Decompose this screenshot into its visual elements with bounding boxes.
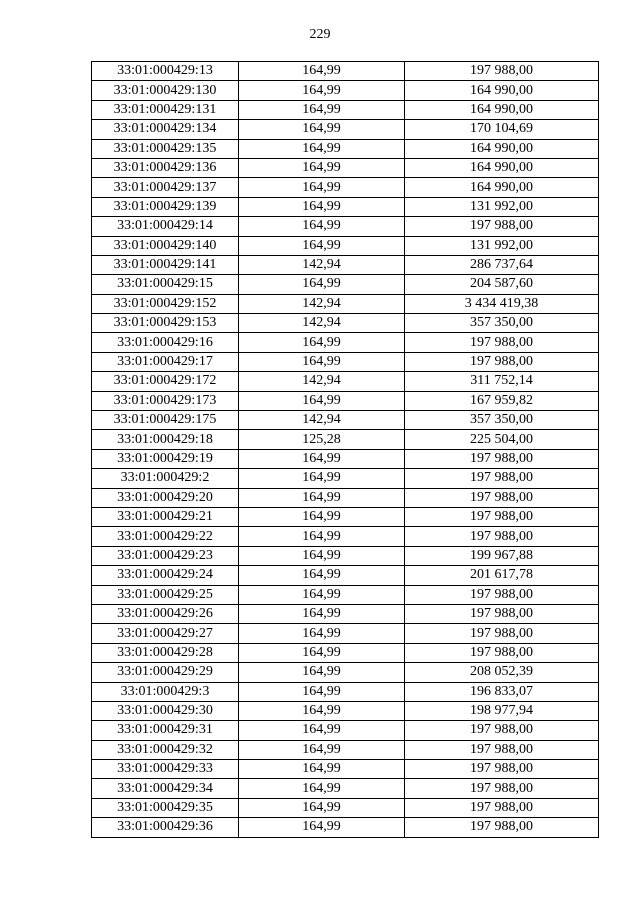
area-cell: 164,99 [239, 62, 405, 81]
table-row [92, 818, 599, 837]
value-cell: 197 988,00 [405, 449, 599, 468]
table-row [92, 430, 599, 449]
table-row [92, 527, 599, 546]
area-cell: 164,99 [239, 178, 405, 197]
area-cell: 142,94 [239, 411, 405, 430]
table-row [92, 236, 599, 255]
cadastral-number-cell: 33:01:000429:152 [92, 294, 239, 313]
area-cell: 164,99 [239, 469, 405, 488]
area-cell: 142,94 [239, 372, 405, 391]
table-row [92, 449, 599, 468]
table-row [92, 721, 599, 740]
cadastral-number-cell: 33:01:000429:34 [92, 779, 239, 798]
value-cell: 357 350,00 [405, 314, 599, 333]
table-row [92, 740, 599, 759]
value-cell: 197 988,00 [405, 507, 599, 526]
area-cell: 164,99 [239, 352, 405, 371]
cadastral-number-cell: 33:01:000429:29 [92, 663, 239, 682]
area-cell: 142,94 [239, 294, 405, 313]
value-cell: 197 988,00 [405, 352, 599, 371]
page-number: 229 [309, 27, 331, 42]
table-row [92, 100, 599, 119]
table-row [92, 255, 599, 274]
table-row [92, 139, 599, 158]
table-row [92, 760, 599, 779]
value-cell: 357 350,00 [405, 411, 599, 430]
cadastral-number-cell: 33:01:000429:28 [92, 643, 239, 662]
area-cell: 164,99 [239, 391, 405, 410]
cadastral-number-cell: 33:01:000429:14 [92, 217, 239, 236]
area-cell: 142,94 [239, 255, 405, 274]
area-cell: 164,99 [239, 604, 405, 623]
cadastral-number-cell: 33:01:000429:18 [92, 430, 239, 449]
area-cell: 164,99 [239, 624, 405, 643]
area-cell: 164,99 [239, 798, 405, 817]
area-cell: 164,99 [239, 197, 405, 216]
area-cell: 164,99 [239, 643, 405, 662]
table-row [92, 158, 599, 177]
cadastral-number-cell: 33:01:000429:32 [92, 740, 239, 759]
cadastral-number-cell: 33:01:000429:2 [92, 469, 239, 488]
area-cell: 164,99 [239, 818, 405, 837]
cadastral-number-cell: 33:01:000429:16 [92, 333, 239, 352]
table-row [92, 314, 599, 333]
value-cell: 197 988,00 [405, 585, 599, 604]
area-cell: 164,99 [239, 740, 405, 759]
table-row [92, 488, 599, 507]
cadastral-number-cell: 33:01:000429:31 [92, 721, 239, 740]
table-row [92, 120, 599, 139]
cadastral-number-cell: 33:01:000429:35 [92, 798, 239, 817]
cadastral-number-cell: 33:01:000429:137 [92, 178, 239, 197]
table-row [92, 197, 599, 216]
table-row [92, 585, 599, 604]
table-row [92, 411, 599, 430]
area-cell: 164,99 [239, 682, 405, 701]
value-cell: 197 988,00 [405, 818, 599, 837]
value-cell: 164 990,00 [405, 81, 599, 100]
cadastral-number-cell: 33:01:000429:134 [92, 120, 239, 139]
cadastral-number-cell: 33:01:000429:140 [92, 236, 239, 255]
cadastral-number-cell: 33:01:000429:139 [92, 197, 239, 216]
table-row [92, 798, 599, 817]
table-row [92, 566, 599, 585]
table-row [92, 682, 599, 701]
value-cell: 199 967,88 [405, 546, 599, 565]
value-cell: 3 434 419,38 [405, 294, 599, 313]
table-row [92, 624, 599, 643]
value-cell: 197 988,00 [405, 469, 599, 488]
area-cell: 164,99 [239, 333, 405, 352]
table-row [92, 217, 599, 236]
cadastral-number-cell: 33:01:000429:24 [92, 566, 239, 585]
cadastral-number-cell: 33:01:000429:26 [92, 604, 239, 623]
value-cell: 225 504,00 [405, 430, 599, 449]
value-cell: 197 988,00 [405, 488, 599, 507]
cadastral-number-cell: 33:01:000429:33 [92, 760, 239, 779]
cadastral-number-cell: 33:01:000429:172 [92, 372, 239, 391]
cadastral-number-cell: 33:01:000429:131 [92, 100, 239, 119]
table-row [92, 507, 599, 526]
value-cell: 164 990,00 [405, 178, 599, 197]
cadastral-number-cell: 33:01:000429:19 [92, 449, 239, 468]
value-cell: 197 988,00 [405, 624, 599, 643]
value-cell: 201 617,78 [405, 566, 599, 585]
cadastral-number-cell: 33:01:000429:13 [92, 62, 239, 81]
area-cell: 164,99 [239, 488, 405, 507]
value-cell: 167 959,82 [405, 391, 599, 410]
cadastral-number-cell: 33:01:000429:30 [92, 701, 239, 720]
value-cell: 198 977,94 [405, 701, 599, 720]
table-row [92, 294, 599, 313]
value-cell: 197 988,00 [405, 643, 599, 662]
cadastral-number-cell: 33:01:000429:175 [92, 411, 239, 430]
table-row [92, 352, 599, 371]
value-cell: 131 992,00 [405, 197, 599, 216]
area-cell: 164,99 [239, 546, 405, 565]
area-cell: 164,99 [239, 701, 405, 720]
value-cell: 311 752,14 [405, 372, 599, 391]
table-row [92, 779, 599, 798]
cadastral-number-cell: 33:01:000429:27 [92, 624, 239, 643]
value-cell: 208 052,39 [405, 663, 599, 682]
area-cell: 164,99 [239, 81, 405, 100]
cadastral-number-cell: 33:01:000429:25 [92, 585, 239, 604]
area-cell: 164,99 [239, 100, 405, 119]
area-cell: 164,99 [239, 663, 405, 682]
value-cell: 197 988,00 [405, 740, 599, 759]
area-cell: 164,99 [239, 217, 405, 236]
table-row [92, 701, 599, 720]
area-cell: 164,99 [239, 120, 405, 139]
table-body [92, 62, 599, 838]
value-cell: 197 988,00 [405, 760, 599, 779]
cadastral-number-cell: 33:01:000429:20 [92, 488, 239, 507]
value-cell: 204 587,60 [405, 275, 599, 294]
area-cell: 164,99 [239, 449, 405, 468]
table-row [92, 62, 599, 81]
table-row [92, 333, 599, 352]
area-cell: 164,99 [239, 527, 405, 546]
area-cell: 164,99 [239, 158, 405, 177]
value-cell: 197 988,00 [405, 721, 599, 740]
area-cell: 164,99 [239, 139, 405, 158]
table-row [92, 643, 599, 662]
value-cell: 197 988,00 [405, 604, 599, 623]
cadastral-number-cell: 33:01:000429:15 [92, 275, 239, 294]
cadastral-number-cell: 33:01:000429:21 [92, 507, 239, 526]
area-cell: 164,99 [239, 507, 405, 526]
value-cell: 131 992,00 [405, 236, 599, 255]
value-cell: 197 988,00 [405, 217, 599, 236]
area-cell: 164,99 [239, 760, 405, 779]
value-cell: 197 988,00 [405, 62, 599, 81]
table-row [92, 81, 599, 100]
cadastral-number-cell: 33:01:000429:36 [92, 818, 239, 837]
table-row [92, 178, 599, 197]
cadastral-number-cell: 33:01:000429:173 [92, 391, 239, 410]
value-cell: 197 988,00 [405, 527, 599, 546]
cadastral-number-cell: 33:01:000429:23 [92, 546, 239, 565]
table-row [92, 663, 599, 682]
table-row [92, 469, 599, 488]
area-cell: 164,99 [239, 721, 405, 740]
value-cell: 164 990,00 [405, 100, 599, 119]
table-row [92, 546, 599, 565]
cadastral-number-cell: 33:01:000429:17 [92, 352, 239, 371]
value-cell: 170 104,69 [405, 120, 599, 139]
table-row [92, 372, 599, 391]
area-cell: 142,94 [239, 314, 405, 333]
area-cell: 164,99 [239, 585, 405, 604]
cadastral-number-cell: 33:01:000429:22 [92, 527, 239, 546]
cadastral-number-cell: 33:01:000429:141 [92, 255, 239, 274]
cadastral-number-cell: 33:01:000429:3 [92, 682, 239, 701]
table-row [92, 391, 599, 410]
cadastral-number-cell: 33:01:000429:130 [92, 81, 239, 100]
value-cell: 164 990,00 [405, 139, 599, 158]
value-cell: 196 833,07 [405, 682, 599, 701]
area-cell: 164,99 [239, 779, 405, 798]
area-cell: 164,99 [239, 236, 405, 255]
cadastral-number-cell: 33:01:000429:153 [92, 314, 239, 333]
value-cell: 197 988,00 [405, 798, 599, 817]
value-cell: 286 737,64 [405, 255, 599, 274]
value-cell: 164 990,00 [405, 158, 599, 177]
area-cell: 164,99 [239, 566, 405, 585]
cadastral-number-cell: 33:01:000429:135 [92, 139, 239, 158]
area-cell: 125,28 [239, 430, 405, 449]
cadastral-number-cell: 33:01:000429:136 [92, 158, 239, 177]
value-cell: 197 988,00 [405, 333, 599, 352]
table-row [92, 275, 599, 294]
area-cell: 164,99 [239, 275, 405, 294]
cadastral-value-table [91, 61, 599, 838]
table-row [92, 604, 599, 623]
value-cell: 197 988,00 [405, 779, 599, 798]
